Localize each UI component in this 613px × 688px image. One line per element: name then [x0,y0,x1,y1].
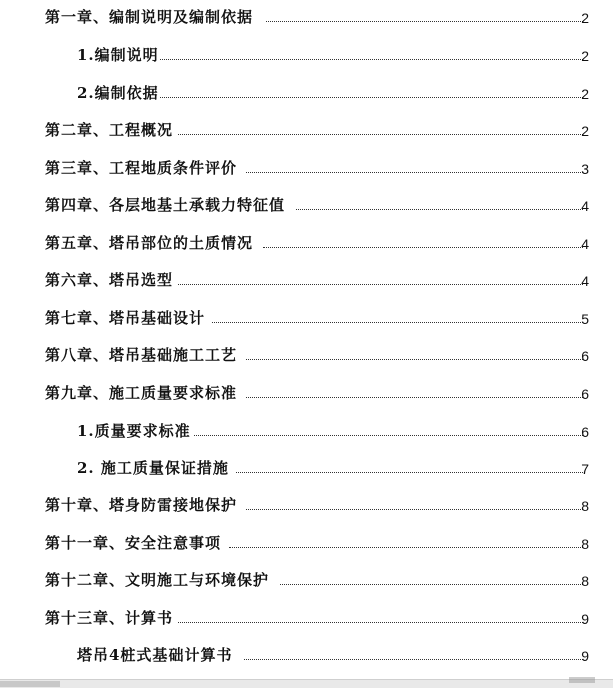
dot-leader [160,59,583,60]
dot-leader [160,97,583,98]
toc-entry-title: 第二章、工程概况 [45,116,173,144]
horizontal-scrollbar[interactable] [0,679,613,688]
dot-leader [194,435,583,436]
dot-leader [236,472,583,473]
toc-entry-title: 塔吊4桩式基础计算书 [77,641,232,669]
toc-entry-title: 第三章、工程地质条件评价 [45,154,237,182]
toc-entry[interactable] [0,566,613,594]
dot-leader [246,509,583,510]
dot-leader [212,322,583,323]
toc-entry[interactable] [0,191,613,219]
toc-entry-page: 6 [581,386,589,402]
toc-entry-page: 2 [581,10,589,26]
toc-entry-page: 4 [581,198,589,214]
toc-entry[interactable] [0,341,613,369]
toc-entry[interactable] [0,116,613,144]
toc-entry[interactable] [0,79,613,107]
dot-leader [280,584,583,585]
toc-entry-title: 2.编制依据 [77,79,159,107]
toc-entry-title: 第七章、塔吊基础设计 [45,304,205,332]
dot-leader [296,209,583,210]
toc-entry[interactable] [0,154,613,182]
toc-entry[interactable] [0,604,613,632]
toc-entry-title: 1.编制说明 [77,41,159,69]
toc-entry-title: 第十二章、文明施工与环境保护 [45,566,269,594]
toc-entry-page: 8 [581,573,589,589]
toc-entry-title: 第十章、塔身防雷接地保护 [45,491,237,519]
toc-entry-page: 3 [581,161,589,177]
toc-entry-title: 1.质量要求标准 [77,417,191,445]
dot-leader [263,247,583,248]
toc-entry[interactable] [0,454,613,482]
toc-entry[interactable] [0,529,613,557]
status-indicator [569,677,595,683]
toc-entry[interactable] [0,266,613,294]
toc-entry[interactable] [0,229,613,257]
toc-entry-title: 2. 施工质量保证措施 [77,454,229,482]
toc-entry-page: 9 [581,611,589,627]
dot-leader [229,547,583,548]
scrollbar-thumb[interactable] [0,681,60,687]
toc-entry[interactable] [0,491,613,519]
toc-entry-page: 4 [581,236,589,252]
toc-entry-title: 第十一章、安全注意事项 [45,529,221,557]
toc-entry-title: 第五章、塔吊部位的土质情况 [45,229,253,257]
toc-entry-page: 6 [581,424,589,440]
toc-entry[interactable] [0,3,613,31]
toc-entry-page: 2 [581,86,589,102]
dot-leader [178,134,583,135]
toc-entry[interactable] [0,41,613,69]
toc-entry-title: 第八章、塔吊基础施工工艺 [45,341,237,369]
toc-entry[interactable] [0,641,613,669]
dot-leader [266,21,583,22]
toc-entry-title: 第四章、各层地基土承载力特征值 [45,191,285,219]
dot-leader [246,359,583,360]
dot-leader [178,622,583,623]
dot-leader [244,659,583,660]
toc-entry-title: 第九章、施工质量要求标准 [45,379,237,407]
toc-entry-page: 7 [581,461,589,477]
toc-entry-page: 8 [581,498,589,514]
toc-entry-page: 2 [581,123,589,139]
toc-entry[interactable] [0,304,613,332]
toc-entry-title: 第六章、塔吊选型 [45,266,173,294]
toc-entry[interactable] [0,379,613,407]
toc-entry-page: 4 [581,273,589,289]
toc-entry-page: 2 [581,48,589,64]
dot-leader [246,397,583,398]
toc-entry-page: 8 [581,536,589,552]
toc-entry[interactable] [0,417,613,445]
toc-entry-page: 6 [581,348,589,364]
toc-entry-title: 第十三章、计算书 [45,604,173,632]
dot-leader [246,172,583,173]
toc-entry-page: 5 [581,311,589,327]
toc-entry-page: 9 [581,648,589,664]
toc-entry-title: 第一章、编制说明及编制依据 [45,3,253,31]
dot-leader [178,284,583,285]
